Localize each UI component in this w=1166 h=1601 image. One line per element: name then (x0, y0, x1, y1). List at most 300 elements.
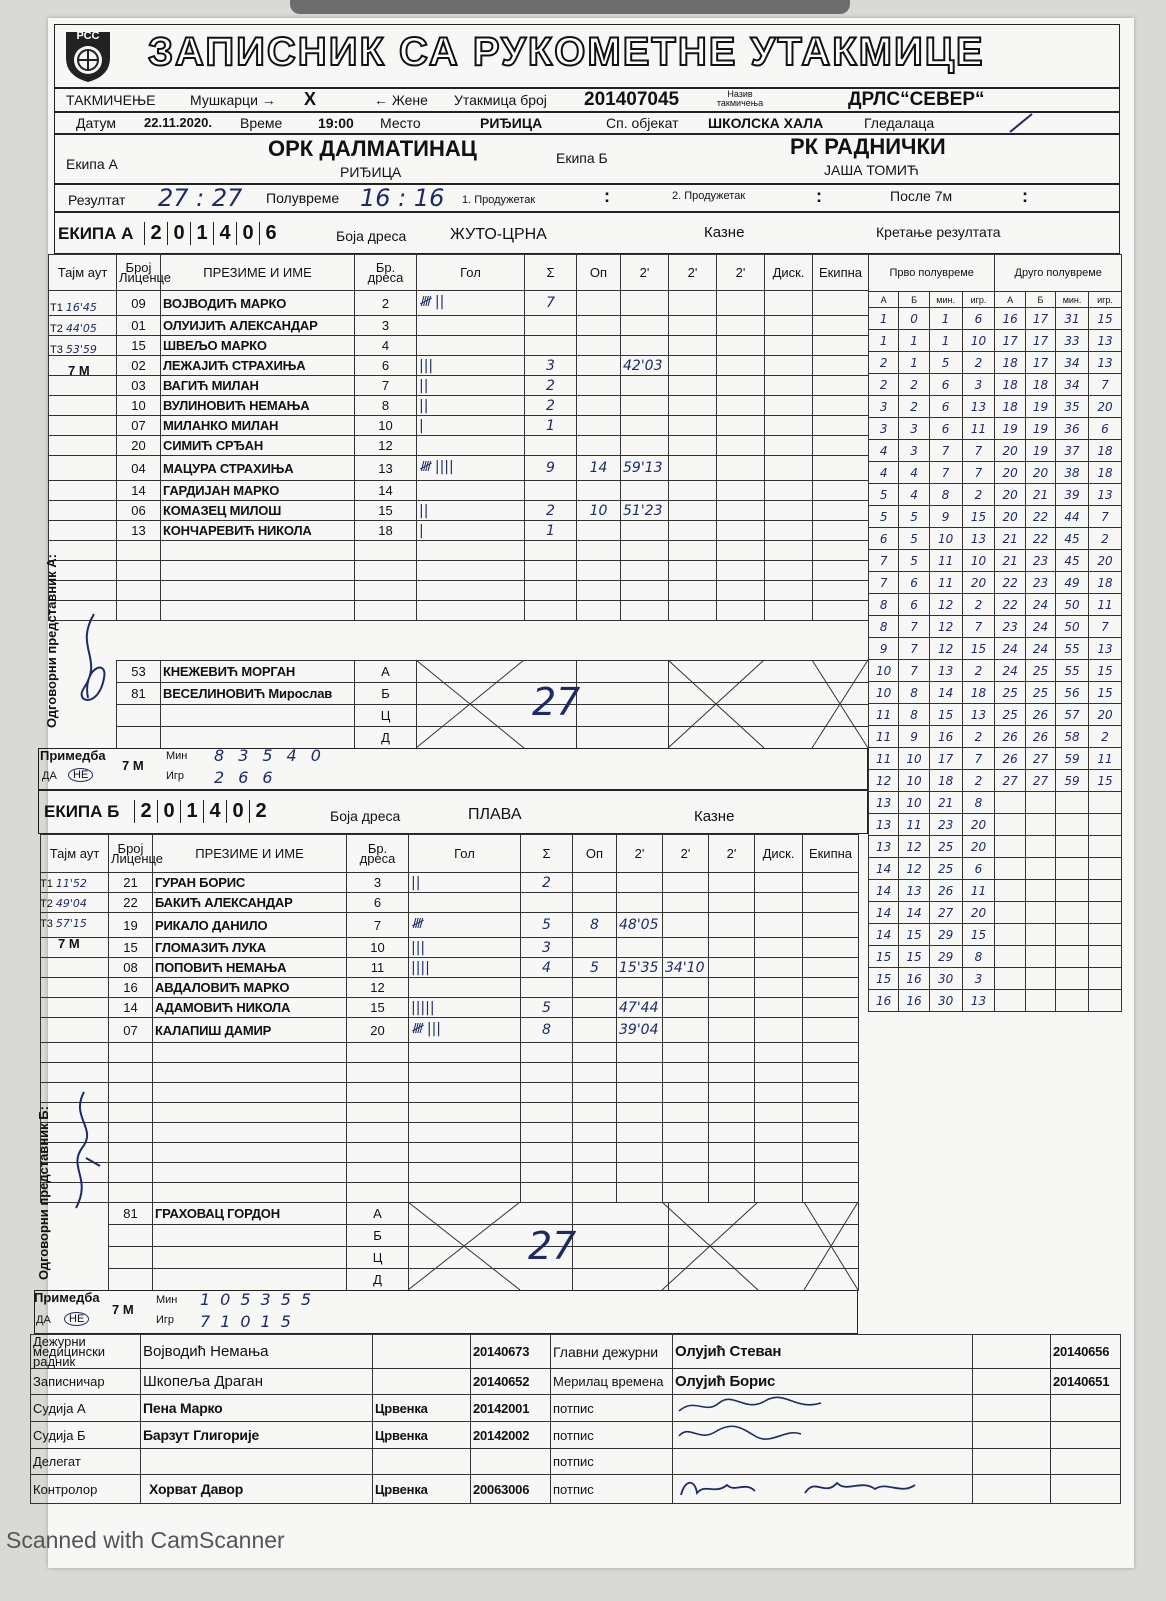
progress-second-cell (1056, 924, 1089, 946)
progress-first-cell: 6 (962, 858, 995, 880)
player-warning (577, 601, 621, 621)
player-row (49, 581, 869, 601)
player-disqualification (755, 1083, 803, 1103)
player-2min-2 (663, 913, 709, 938)
player-jersey-no: 15 (355, 501, 417, 521)
player-license (109, 1183, 153, 1203)
progress-first-cell: 20 (962, 902, 995, 924)
timekeeper-license: 20140651 (1051, 1369, 1121, 1395)
official-sum-cell (573, 1247, 669, 1269)
player-team-penalty (803, 1163, 859, 1183)
progress-first-cell: 4 (869, 440, 899, 462)
player-team-penalty (813, 501, 869, 521)
progress-second-cell: 17 (995, 330, 1025, 352)
progress-first-cell: 11 (962, 880, 995, 902)
player-goal-sum: 9 (525, 456, 577, 481)
min-value: 10 (200, 1290, 241, 1309)
player-disqualification (755, 1143, 803, 1163)
progress-first-cell: 20 (962, 814, 995, 836)
player-row (41, 998, 859, 1018)
progress-second-cell (1025, 836, 1055, 858)
player-row (41, 893, 859, 913)
player-team-penalty (803, 1123, 859, 1143)
spectators-label: Гледалаца (864, 115, 935, 131)
progress-second-cell: 22 (1025, 528, 1055, 550)
progress-row (869, 308, 1122, 330)
team-a-section-label: ЕКИПА А (58, 224, 134, 243)
col-name: ПРЕЗИМЕ И ИМЕ (161, 255, 355, 291)
progress-first-cell: 8 (962, 946, 995, 968)
progress-first-cell: 7 (899, 616, 929, 638)
player-2min-2 (669, 601, 717, 621)
medic-license: 20140673 (471, 1335, 551, 1369)
player-jersey-no: 6 (347, 893, 409, 913)
progress-first-cell: 12 (899, 836, 929, 858)
official-role: А (355, 661, 417, 683)
player-warning (577, 416, 621, 436)
player-2min-2: 34'10 (663, 958, 709, 978)
progress-first-cell: 7 (929, 462, 962, 484)
player-2min-3 (717, 376, 765, 396)
code-digit: 6 (259, 222, 282, 245)
controller-sign-label: потпис (551, 1475, 673, 1504)
player-disqualification (755, 1103, 803, 1123)
player-2min-3 (709, 958, 755, 978)
progress-first-cell: 15 (962, 506, 995, 528)
player-jersey-no (347, 1043, 409, 1063)
player-row (41, 1018, 859, 1043)
progress-col-b: Б (899, 292, 929, 308)
timeout-label: T2 (50, 323, 63, 335)
date-label: Датум (76, 115, 116, 131)
player-row (49, 416, 869, 436)
player-name: ВАГИЋ МИЛАН (161, 376, 355, 396)
player-2min-1: 42'03 (621, 356, 669, 376)
player-team-penalty (803, 1103, 859, 1123)
officials-disq-crossed (804, 1202, 858, 1290)
progress-first-cell: 4 (869, 462, 899, 484)
team-a-min-label: Мин (166, 750, 188, 762)
player-jersey-no: 14 (355, 481, 417, 501)
progress-second-cell: 24 (1025, 594, 1055, 616)
team-b-no-circled: НЕ (64, 1312, 89, 1326)
progress-second-cell: 21 (995, 550, 1025, 572)
player-2min-1 (621, 336, 669, 356)
player-goal-sum (525, 436, 577, 456)
progress-first-cell: 3 (899, 418, 929, 440)
player-jersey-no: 10 (347, 938, 409, 958)
progress-first-cell: 5 (929, 352, 962, 374)
progress-second-cell (1089, 880, 1122, 902)
progress-second-cell: 56 (1056, 682, 1089, 704)
player-warning (573, 1043, 617, 1063)
progress-first-cell: 15 (899, 924, 929, 946)
player-disqualification (765, 396, 813, 416)
progress-second-cell: 26 (995, 748, 1025, 770)
player-2min-3 (717, 316, 765, 336)
code-digit: 2 (144, 222, 167, 245)
progress-first-cell: 13 (962, 528, 995, 550)
progress-second-cell: 23 (995, 616, 1025, 638)
player-jersey-no: 12 (347, 978, 409, 998)
player-goal-tally (417, 316, 525, 336)
progress-second-cell: 20 (995, 462, 1025, 484)
team-a-label: Екипа А (66, 156, 118, 172)
player-row (41, 958, 859, 978)
time-label: Време (240, 115, 283, 131)
player-license: 21 (109, 873, 153, 893)
progress-first-cell: 15 (962, 638, 995, 660)
player-2min-3 (717, 521, 765, 541)
player-2min-1 (621, 481, 669, 501)
player-name: МИЛАНКО МИЛАН (161, 416, 355, 436)
player-goal-tally: 𝍸 ||| (409, 1018, 521, 1043)
player-license (109, 1143, 153, 1163)
progress-second-cell: 17 (1025, 308, 1055, 330)
official-license (109, 1269, 153, 1291)
medic-name: Војводић Немања (141, 1335, 373, 1369)
progress-first-cell: 30 (929, 968, 962, 990)
player-2min-1 (621, 416, 669, 436)
progress-first-cell: 11 (929, 572, 962, 594)
player-2min-1 (621, 316, 669, 336)
player-warning (573, 978, 617, 998)
player-license: 13 (117, 521, 161, 541)
progress-first-cell: 10 (899, 770, 929, 792)
officials-goal-crossed (416, 660, 524, 748)
after-7m-colon: : (1022, 186, 1028, 206)
progress-first-cell: 14 (869, 924, 899, 946)
progress-second-cell: 55 (1056, 660, 1089, 682)
col-timeout: Тајм аут (49, 255, 117, 291)
progress-first-cell: 8 (899, 704, 929, 726)
progress-first-cell: 15 (929, 704, 962, 726)
women-label: ← Жене (374, 92, 428, 108)
player-2min-1 (617, 938, 663, 958)
player-2min-2 (669, 416, 717, 436)
player-2min-1 (617, 1163, 663, 1183)
progress-first-cell: 16 (869, 990, 899, 1012)
progress-row (869, 330, 1122, 352)
player-goal-tally: || (417, 501, 525, 521)
staff-table (30, 1334, 1121, 1504)
col-license: Број Лиценце (117, 255, 161, 291)
player-2min-2 (663, 873, 709, 893)
timeout-label: T3 (50, 344, 63, 356)
progress-second-cell: 23 (1025, 550, 1055, 572)
progress-first-cell: 13 (962, 396, 995, 418)
player-goal-sum: 2 (521, 873, 573, 893)
col-2min-2: 2' (669, 255, 717, 291)
player-goal-sum: 1 (525, 521, 577, 541)
player-license: 14 (117, 481, 161, 501)
progress-second-cell (1089, 814, 1122, 836)
progress-second-cell: 17 (1025, 330, 1055, 352)
team-a-yes: ДА (42, 770, 57, 782)
after-7m-label: После 7м (890, 188, 953, 204)
medic-label: Дежурни медицински радник (31, 1335, 141, 1369)
timeout-time: 44'05 (65, 322, 97, 335)
player-name: ПОПОВИЋ НЕМАЊА (153, 958, 347, 978)
player-2min-3 (709, 893, 755, 913)
player-license: 15 (109, 938, 153, 958)
team-b-total-goals: 27 (528, 1224, 577, 1268)
player-disqualification (755, 1018, 803, 1043)
player-2min-2 (663, 978, 709, 998)
player-team-penalty (803, 1018, 859, 1043)
player-license: 06 (117, 501, 161, 521)
timekeeper-label: Мерилац времена (551, 1369, 673, 1395)
progress-second-cell (995, 836, 1025, 858)
progress-second-cell (1056, 990, 1089, 1012)
player-goal-sum: 8 (521, 1018, 573, 1043)
player-license: 07 (117, 416, 161, 436)
player-license (109, 1043, 153, 1063)
player-jersey-no: 13 (355, 456, 417, 481)
progress-first-cell: 10 (899, 748, 929, 770)
player-goal-sum: 3 (525, 356, 577, 376)
timeout-cell (49, 436, 117, 456)
col-name: ПРЕЗИМЕ И ИМЕ (153, 835, 347, 873)
player-row (49, 481, 869, 501)
progress-first-cell: 16 (899, 990, 929, 1012)
player-row (41, 1123, 859, 1143)
competition-name-label: Назив такмичења (716, 89, 764, 108)
progress-row (869, 814, 1122, 836)
official-role: Д (347, 1269, 409, 1291)
player-2min-1: 39'04 (617, 1018, 663, 1043)
player-team-penalty (813, 541, 869, 561)
official-license (117, 705, 161, 727)
progress-second-cell (995, 814, 1025, 836)
progress-first-cell: 26 (929, 880, 962, 902)
progress-first-cell: 4 (899, 484, 929, 506)
team-a-jersey: ЖУТО-ЦРНА (450, 226, 547, 243)
progress-first-cell: 12 (929, 616, 962, 638)
referee-b-club: Црвенка (373, 1422, 471, 1449)
progress-first-cell: 1 (929, 330, 962, 352)
progress-second-cell: 34 (1056, 374, 1089, 396)
player-name: АВДАЛОВИЋ МАРКО (153, 978, 347, 998)
col-team-penalty: Екипна (803, 835, 859, 873)
clipboard-clip (290, 0, 850, 14)
progress-first-cell: 23 (929, 814, 962, 836)
controller-signature (673, 1475, 973, 1504)
progress-second-cell: 34 (1056, 352, 1089, 374)
progress-second-cell (1025, 990, 1055, 1012)
player-2min-1 (621, 541, 669, 561)
player-warning (577, 541, 621, 561)
progress-second-cell: 18 (1089, 572, 1122, 594)
player-2min-3 (717, 481, 765, 501)
progress-first-cell: 2 (899, 396, 929, 418)
player-2min-3 (717, 501, 765, 521)
progress-first-cell: 29 (929, 946, 962, 968)
progress-second-cell (995, 968, 1025, 990)
progress-second-cell: 23 (1025, 572, 1055, 594)
venue-value: ШКОЛСКА ХАЛА (708, 115, 824, 131)
progress-second-cell: 26 (1025, 704, 1055, 726)
player-disqualification (755, 1043, 803, 1063)
col-2min-1: 2' (617, 835, 663, 873)
player-row (49, 601, 869, 621)
player-license: 16 (109, 978, 153, 998)
progress-second-cell: 49 (1056, 572, 1089, 594)
player-goal-sum (521, 978, 573, 998)
timeout-entry (50, 297, 97, 318)
player-2min-2 (663, 893, 709, 913)
player-2min-1 (621, 601, 669, 621)
competition-name: ДРЛС“СЕВЕР“ (848, 89, 985, 110)
team-a-city: РИЂИЦА (340, 164, 402, 180)
team-a-players-table (48, 254, 869, 621)
player-row (41, 1083, 859, 1103)
progress-col-min: мин. (1056, 292, 1089, 308)
player-license (109, 1083, 153, 1103)
player-team-penalty (813, 456, 869, 481)
player-row (41, 1163, 859, 1183)
progress-row (869, 682, 1122, 704)
player-goal-sum (525, 316, 577, 336)
team-b-section-label: ЕКИПА Б (44, 802, 120, 821)
player-team-penalty (803, 938, 859, 958)
progress-row (869, 770, 1122, 792)
player-goal-sum (521, 1143, 573, 1163)
progress-row (869, 836, 1122, 858)
progress-first-cell: 20 (962, 572, 995, 594)
official-role: Ц (355, 705, 417, 727)
team-b-city: ЈАША ТОМИЋ (824, 162, 919, 178)
player-goal-tally (417, 561, 525, 581)
player-warning (577, 521, 621, 541)
player-2min-2 (663, 1103, 709, 1123)
player-row (41, 913, 859, 938)
player-warning (577, 396, 621, 416)
referee-a-signature (673, 1395, 973, 1422)
code-digit: 0 (226, 800, 249, 823)
player-goal-sum (521, 1043, 573, 1063)
player-2min-1 (621, 436, 669, 456)
player-row (41, 1183, 859, 1203)
progress-second-cell (1056, 968, 1089, 990)
officials-goal-crossed (408, 1202, 520, 1290)
player-warning (577, 376, 621, 396)
player-warning: 8 (573, 913, 617, 938)
team-b-note-label: Примедба (34, 1290, 100, 1305)
col-sum: Σ (521, 835, 573, 873)
progress-first-cell: 27 (929, 902, 962, 924)
code-digit: 2 (134, 800, 157, 823)
player-name (153, 1163, 347, 1183)
delegate-sign-label: потпис (551, 1449, 673, 1475)
progress-second-cell (1056, 946, 1089, 968)
player-warning: 14 (577, 456, 621, 481)
progress-first-cell: 2 (962, 594, 995, 616)
progress-second-cell: 24 (1025, 616, 1055, 638)
progress-col-b: Б (1025, 292, 1055, 308)
progress-second-cell: 37 (1056, 440, 1089, 462)
progress-second-cell (1025, 858, 1055, 880)
progress-second-cell: 17 (1025, 352, 1055, 374)
progress-second-cell: 35 (1056, 396, 1089, 418)
player-license: 02 (117, 356, 161, 376)
date-value: 22.11.2020. (144, 115, 212, 130)
player-row (49, 436, 869, 456)
progress-first-cell: 10 (962, 330, 995, 352)
progress-second-cell (1089, 836, 1122, 858)
progress-first-cell: 14 (929, 682, 962, 704)
player-warning (573, 1063, 617, 1083)
min-value: 53 (240, 1290, 281, 1309)
progress-first-cell: 1 (869, 308, 899, 330)
timeout-entry (40, 874, 87, 894)
progress-first-cell: 13 (962, 990, 995, 1012)
player-goal-tally: || (409, 873, 521, 893)
player-2min-1: 59'13 (621, 456, 669, 481)
col-disqualification: Диск. (755, 835, 803, 873)
officials-disq-crossed (812, 660, 868, 748)
player-row (49, 561, 869, 581)
overtime1-colon: : (604, 186, 610, 206)
player-2min-1 (617, 1083, 663, 1103)
player-2min-2 (663, 1083, 709, 1103)
progress-second-cell: 18 (995, 396, 1025, 418)
player-goal-sum: 2 (525, 501, 577, 521)
progress-first-cell: 6 (899, 572, 929, 594)
player-jersey-no: 7 (347, 913, 409, 938)
player-disqualification (765, 336, 813, 356)
timeout-label: T1 (40, 878, 53, 890)
progress-first-cell: 12 (929, 594, 962, 616)
progress-row (869, 506, 1122, 528)
progress-row (869, 748, 1122, 770)
player-name: ШВЕЉО МАРКО (161, 336, 355, 356)
second-half-header: Друго полувреме (995, 255, 1122, 292)
timeout-cell (49, 396, 117, 416)
progress-second-cell: 22 (995, 594, 1025, 616)
progress-first-cell: 30 (929, 990, 962, 1012)
match-number-label: Утакмица број (454, 92, 547, 108)
player-warning (573, 893, 617, 913)
referee-b-sign-label: потпис (551, 1422, 673, 1449)
player-row (49, 521, 869, 541)
player-2min-3 (717, 396, 765, 416)
progress-second-cell (995, 902, 1025, 924)
player-warning (577, 316, 621, 336)
player-2min-3 (717, 436, 765, 456)
team-b-min-label: Мин (156, 1294, 178, 1306)
progress-second-cell: 20 (995, 484, 1025, 506)
progress-second-cell: 20 (1089, 396, 1122, 418)
player-license: 14 (109, 998, 153, 1018)
team-a-penalties-label: Казне (704, 224, 745, 241)
progress-second-cell: 19 (1025, 396, 1055, 418)
player-2min-3 (717, 291, 765, 316)
team-a-no-circled: НЕ (68, 768, 93, 782)
progress-first-cell: 7 (899, 638, 929, 660)
player-2min-3 (709, 1018, 755, 1043)
team-b-label: Екипа Б (556, 150, 608, 166)
player-row (41, 1063, 859, 1083)
player-jersey-no (355, 601, 417, 621)
code-digit: 0 (236, 222, 259, 245)
progress-first-cell: 1 (899, 330, 929, 352)
progress-row (869, 374, 1122, 396)
team-a-7m: 7 М (122, 758, 144, 773)
progress-second-cell: 57 (1056, 704, 1089, 726)
code-digit: 0 (157, 800, 180, 823)
player-goal-sum (521, 1063, 573, 1083)
